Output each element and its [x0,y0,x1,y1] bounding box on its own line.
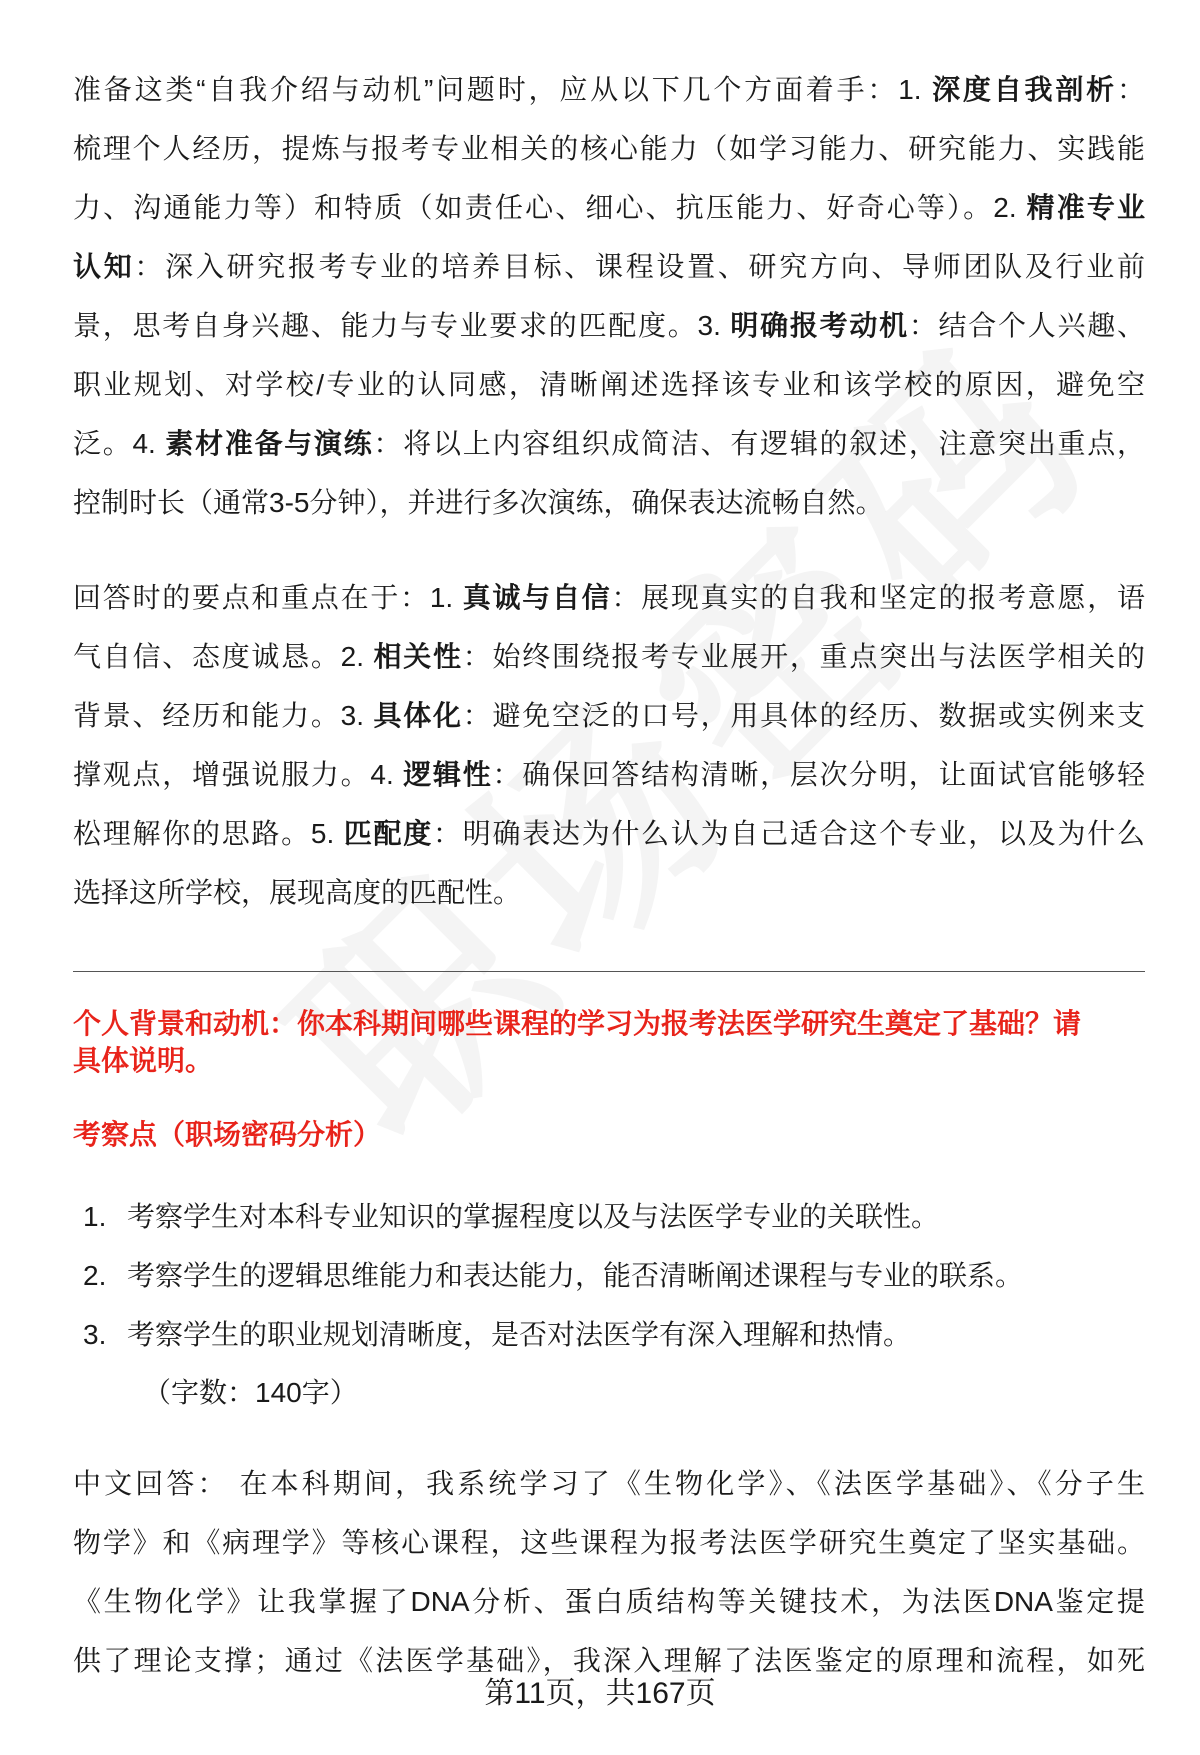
text-line [73,473,1145,532]
bold-keyword: 真诚与自信 [462,582,612,613]
text-segment: 职业规划、对学校/专业的认同感，清晰阐述选择该专业和该学校的原因，避免空 [73,369,1145,400]
text-segment: 梳理个人经历，提炼与报考专业相关的核心能力（如学习能力、研究能力、实践能 [73,133,1145,164]
text-segment: 物学》和《病理学》等核心课程，这些课程为报考法医学研究生奠定了坚实基础。 [73,1527,1145,1558]
text-line [73,237,1145,296]
text-line [73,178,1145,237]
list-item [83,1187,1023,1246]
text-segment: ：确保回答结构清晰，层次分明，让面试官能够轻 [492,759,1145,790]
text-line [73,686,1145,745]
word-count: （字数：140字） [143,1377,358,1408]
analysis-list [83,1187,1023,1364]
list-number: 3. [83,1319,107,1350]
question-line: 个人背景和动机：你本科期间哪些课程的学习为报考法医学研究生奠定了基础？请 [73,1008,1082,1039]
list-item [83,1246,1023,1305]
text-line [73,119,1145,178]
question-line: 具体说明。 [73,1045,214,1076]
text-line [73,414,1145,473]
bold-keyword: 相关性 [373,641,463,672]
text-line [73,627,1145,686]
paragraph-key-points [73,568,1145,922]
page-footer: 第11页，共167页 [484,1677,716,1710]
list-text: 考察学生对本科专业知识的掌握程度以及与法医学专业的关联性。 [127,1201,940,1232]
text-segment: 《生物化学》让我掌握了DNA分析、蛋白质结构等关键技术，为法医DNA鉴定提 [73,1586,1145,1617]
text-line [73,1513,1145,1572]
text-segment: 供了理论支撑；通过《法医学基础》，我深入理解了法医鉴定的原理和流程，如死 [73,1645,1145,1676]
text-segment: 气自信、态度诚恳。2. [73,641,374,672]
text-segment: 选择这所学校，展现高度的匹配性。 [73,877,522,908]
bold-keyword: 精准专业 [1026,192,1145,223]
analysis-heading: 考察点（职场密码分析） [73,1119,382,1150]
text-segment: ：展现真实的自我和坚定的报考意愿，语 [611,582,1145,613]
bold-keyword: 认知 [73,251,135,282]
text-line [73,60,1145,119]
text-line [73,1454,1145,1513]
question-heading [73,1005,1145,1079]
answer-paragraph [73,1454,1145,1690]
text-line [73,296,1145,355]
bold-keyword: 匹配度 [343,818,433,849]
text-segment: ：深入研究报考专业的培养目标、课程设置、研究方向、导师团队及行业前 [134,251,1145,282]
text-segment: 控制时长（通常3-5分钟），并进行多次演练，确保表达流畅自然。 [73,487,884,518]
bold-keyword: 深度自我剖析 [932,74,1117,105]
text-segment: 泛。4. [73,428,166,459]
text-line [73,745,1145,804]
text-segment: 景，思考自身兴趣、能力与专业要求的匹配度。3. [73,310,731,341]
text-segment: ：结合个人兴趣、 [908,310,1145,341]
list-item [83,1305,1023,1364]
text-line [73,804,1145,863]
text-line [73,1572,1145,1631]
text-segment: ：始终围绕报考专业展开，重点突出与法医学相关的 [462,641,1145,672]
divider [73,971,1145,972]
list-number: 2. [83,1260,107,1291]
text-line [73,863,1145,922]
text-line [73,568,1145,627]
text-segment: 松理解你的思路。5. [73,818,344,849]
text-segment: ：避免空泛的口号，用具体的经历、数据或实例来支 [462,700,1145,731]
text-segment: ：明确表达为什么认为自己适合这个专业，以及为什么 [433,818,1145,849]
text-segment: ：将以上内容组织成简洁、有逻辑的叙述，注意突出重点， [373,428,1145,459]
list-text: 考察学生的逻辑思维能力和表达能力，能否清晰阐述课程与专业的联系。 [127,1260,1024,1291]
text-segment: ： [1116,74,1145,105]
bold-keyword: 素材准备与演练 [165,428,374,459]
text-segment: 准备这类“自我介绍与动机”问题时，应从以下几个方面着手：1. [73,74,933,105]
paragraph-preparation [73,60,1145,532]
text-line [73,355,1145,414]
text-segment: 力、沟通能力等）和特质（如责任心、细心、抗压能力、好奇心等）。2. [73,192,1027,223]
text-segment: 中文回答： 在本科期间，我系统学习了《生物化学》、《法医学基础》、《分子生 [73,1468,1145,1499]
text-segment: 撑观点，增强说服力。4. [73,759,404,790]
list-text: 考察学生的职业规划清晰度，是否对法医学有深入理解和热情。 [127,1319,912,1350]
bold-keyword: 逻辑性 [403,759,493,790]
list-number: 1. [83,1201,107,1232]
bold-keyword: 具体化 [373,700,463,731]
text-segment: 背景、经历和能力。3. [73,700,374,731]
text-segment: 回答时的要点和重点在于：1. [73,582,463,613]
bold-keyword: 明确报考动机 [730,310,909,341]
